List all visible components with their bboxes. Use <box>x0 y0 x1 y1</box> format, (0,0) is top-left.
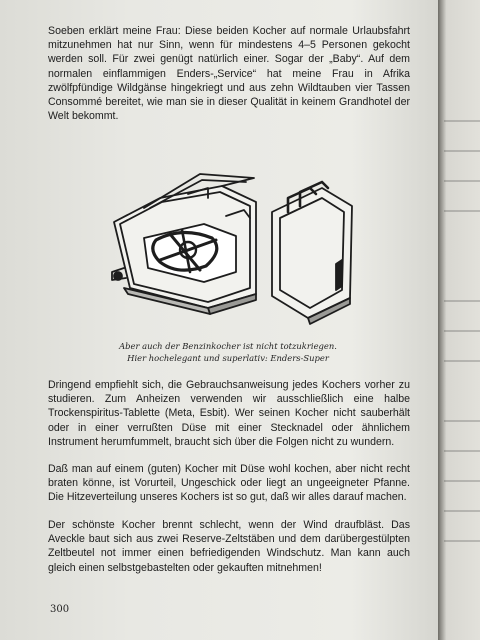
caption-line-2: Hier hochelegant und superlativ: Enders-Super <box>127 353 329 363</box>
adjacent-page-edge <box>438 0 480 640</box>
paragraph-frying: Daß man auf einem (guten) Kocher mit Düse wohl kochen, aber nicht recht braten könne, ist Vorurteil, Ungeschick oder liegt an ungeeigneter Pfanne. Die Hitzeverteilung unseres Kochers ist so gut, daß wir alles darauf machen. <box>48 463 410 504</box>
caption-line-1: Aber auch der Benzinkocher ist nicht totzukriegen. <box>119 341 337 351</box>
figure-caption <box>96 340 360 364</box>
paragraph-windshield: Der schönste Kocher brennt schlecht, wenn der Wind draufbläst. Das Aveckle baut sich aus zwei Reserve-Zeltstäben und dem darübergestülpten Zeltbeutel not immer einen befriedigenden Windschutz. Man kann auch gleich einen selbstgebastelten oder gekauften mitnehmen! <box>48 519 410 574</box>
camping-stove-illustration <box>104 168 358 328</box>
page-number: 300 <box>50 604 70 615</box>
paragraph-stoves-intro: Soeben erklärt meine Frau: Diese beiden Kocher auf normale Urlaubsfahrt mitzunehmen hat nur Sinn, wenn für mindestens 4–5 Personen gekocht werden soll. Für zwei genügt natürlich einer. Sogar der „Baby“. Auf dem normalen einflammigen Enders-„Service“ hat meine Frau in Afrika zwölfpfündige Wildgänse hingekriegt und aus zehn Wildtauben vier Tassen Consommé bereitet, wie man sie in dieser Qualität in keinem Grandhotel der Welt bekommt. <box>48 25 410 123</box>
paragraph-instructions: Dringend empfiehlt sich, die Gebrauchsanweisung jedes Kochers vorher zu studieren. Zum Anheizen verwenden wir ausschließlich eine halbe Trockenspiritus-Tablette (Meta, Esbit). Wer seinen Kocher nicht sauberhält oder in einer verrußten Düse mit einer Stecknadel oder ähnlichem Instrument herumfummelt, braucht sich über die Folgen nicht zu wundern. <box>48 379 410 448</box>
